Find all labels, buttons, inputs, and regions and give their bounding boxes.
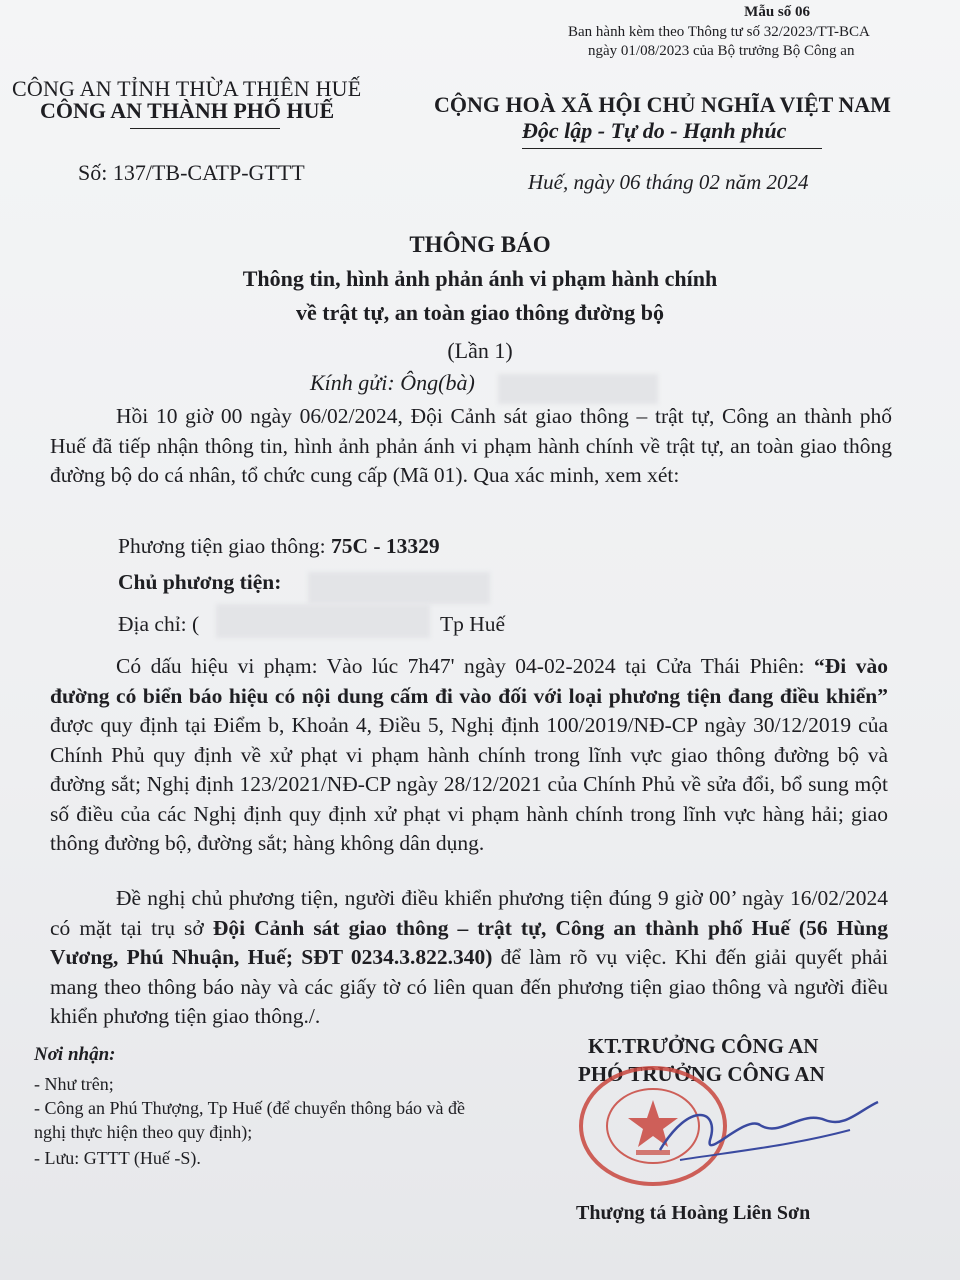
signature-title-1: KT.TRƯỞNG CÔNG AN bbox=[588, 1034, 819, 1058]
document-number: Số: 137/TB-CATP-GTTT bbox=[78, 160, 305, 185]
violation-lead: Có dấu hiệu vi phạm: Vào lúc 7h47' ngày 04-02-2024 tại Cửa Thái Phiên: bbox=[116, 654, 815, 678]
form-reference-line-2: ngày 01/08/2023 của Bộ trưởng Bộ Công an bbox=[588, 43, 855, 59]
recipients-title: Nơi nhận: bbox=[34, 1044, 116, 1065]
violation-description: “Đi vào đường có biển báo hiệu có nội dung cấm đi vào đối với loại phương tiện đang điều khiển” bbox=[50, 654, 888, 708]
recipient-1: - Như trên; bbox=[34, 1074, 114, 1094]
address-city: Tp Huế bbox=[440, 612, 506, 636]
recipient-2: - Công an Phú Thượng, Tp Huế (để chuyển thông báo và đề nghị thực hiện theo quy định); bbox=[34, 1098, 466, 1142]
signature-title-2: PHÓ TRƯỞNG CÔNG AN bbox=[578, 1062, 825, 1086]
owner-label: Chủ phương tiện: bbox=[118, 570, 282, 594]
recipient-3: - Lưu: GTTT (Huế -S). bbox=[34, 1148, 201, 1168]
address-field bbox=[118, 612, 199, 637]
signer-name: Thượng tá Hoàng Liên Sơn bbox=[576, 1202, 811, 1224]
vehicle-plate: 75C - 13329 bbox=[330, 534, 440, 558]
redacted-name bbox=[498, 374, 658, 404]
request-rest: để làm rõ vụ việc. Khi đến giải quyết phải mang theo thông báo này và các giấy tờ có liên quan đến phương tiện giao thông và người điều khiển phương tiện giao thông./. bbox=[50, 945, 888, 1028]
document-title: THÔNG BÁO bbox=[409, 232, 551, 257]
notice-round: (Lần 1) bbox=[447, 338, 513, 363]
agency-name: CÔNG AN THÀNH PHỐ HUẾ bbox=[40, 98, 335, 123]
motto-underline bbox=[522, 148, 822, 149]
form-number: Mẫu số 06 bbox=[744, 4, 810, 20]
nation-motto: Độc lập - Tự do - Hạnh phúc bbox=[522, 118, 787, 143]
place-date: Huế, ngày 06 tháng 02 năm 2024 bbox=[528, 170, 809, 194]
request-location: Đội Cảnh sát giao thông – trật tự, Công an thành phố Huế (56 Hùng Vương, Phú Nhuận, Huế; SĐT 0234.3.822.340) bbox=[50, 915, 888, 969]
paragraph-violation bbox=[50, 652, 888, 859]
owner-field bbox=[118, 570, 281, 595]
vehicle-label: Phương tiện giao thông: bbox=[118, 534, 331, 558]
agency-parent: CÔNG AN TỈNH THỪA THIÊN HUẾ bbox=[12, 76, 362, 101]
violation-legal-basis: được quy định tại Điểm b, Khoản 4, Điều 5, Nghị định 100/2019/NĐ-CP ngày 30/12/2019 của Chính Phủ quy định về xử phạt vi phạm hành chính trong lĩnh vực giao thông đường bộ và đường sắt; Nghị định 123/2021/NĐ-CP ngày 28/12/2021 của Chính Phủ về sửa đổi, bổ sung một số điều của các Nghị định quy định xử phạt vi phạm hành chính trong lĩnh vực hàng hải; giao thông đường bộ, đường sắt; hàng không dân dụng. bbox=[50, 713, 888, 855]
paragraph-request bbox=[50, 884, 888, 1032]
form-reference-line-1: Ban hành kèm theo Thông tư số 32/2023/TT-BCA bbox=[568, 24, 870, 40]
document-subtitle-2: về trật tự, an toàn giao thông đường bộ bbox=[295, 300, 664, 325]
redacted-address bbox=[216, 604, 430, 638]
request-lead: Đề nghị chủ phương tiện, người điều khiển phương tiện đúng 9 giờ 00’ ngày 16/02/2024 có mặt tại trụ sở bbox=[50, 886, 888, 940]
agency-underline bbox=[130, 128, 280, 129]
address-label: Địa chỉ: ( bbox=[118, 612, 200, 636]
paragraph-intro: Hồi 10 giờ 00 ngày 06/02/2024, Đội Cảnh sát giao thông – trật tự, Công an thành phố Huế đã tiếp nhận thông tin, hình ảnh phản ánh vi phạm hành chính về trật tự, an toàn giao thông đường bộ do cá nhân, tổ chức cung cấp (Mã 01). Qua xác minh, xem xét: bbox=[50, 404, 892, 487]
redacted-owner bbox=[308, 572, 490, 604]
vehicle-field bbox=[118, 534, 440, 559]
document-subtitle-1: Thông tin, hình ảnh phản ánh vi phạm hành chính bbox=[242, 266, 718, 291]
addressee: Kính gửi: Ông(bà) bbox=[310, 370, 475, 395]
nation-title: CỘNG HOÀ XÃ HỘI CHỦ NGHĨA VIỆT NAM bbox=[434, 92, 891, 117]
handwritten-signature-icon bbox=[650, 1080, 880, 1180]
